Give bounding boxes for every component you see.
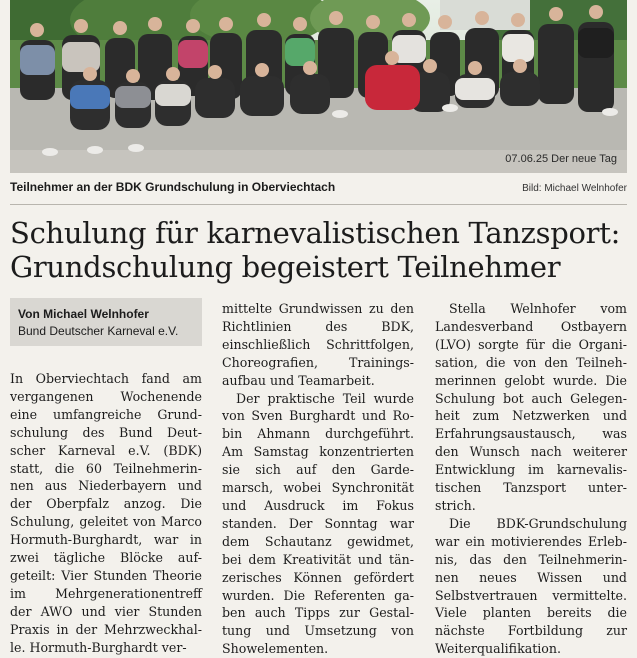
paragraph-2-continued: mittelte Grundwissen zu den Richtlinien des BDK, einschließlich Schrittfolgen, Choreografien, Trainings-aufbau und Teamarbeit. — [222, 301, 414, 388]
article-column-3 — [435, 300, 627, 658]
divider-rule — [10, 204, 627, 205]
article-column-2 — [222, 300, 414, 658]
author-name: Von Michael Welnhofer — [18, 307, 149, 321]
photo-caption: Teilnehmer an der BDK Grundschulung in Oberviechtach — [10, 180, 336, 194]
paragraph-1: In Oberviechtach fand am vergangenen Wochenende eine umfangreiche Grund-schulung des Bund Deut-scher Karneval e.V. (BDK) statt, die 60 Teilnehmerin-nen aus Niederbayern und der Oberpfalz anzog. Die Schulung, geleitet von Marco Hormuth-Burghardt, war in zwei tägliche Blöcke auf-geteilt: Vier Stunden Theorie im Mehrgenerationentreff der AWO und vier Stunden Praxis in der Mehrzweckhal-le. Hormuth-Burghardt ver- — [10, 371, 202, 655]
group-photo-illustration — [10, 0, 627, 173]
headline-line-1: Schulung für karnevalistischen Tanzsport: — [10, 216, 621, 250]
article-column-1 — [10, 370, 202, 657]
group-photo — [10, 0, 627, 173]
paragraph-4: Stella Welnhofer vom Landesverband Ostbayern (LVO) sorgte für die Organi-sation, die von den Teilneh-merinnen gelobt wurde. Die Schulung bot auch Gelegen-heit zum Netzwerken und Erfahrungsaustausch, was den Wunsch nach weiterer Entwicklung im karnevalis-tischen Tanzsport unter-strich. — [435, 301, 627, 513]
article-headline — [10, 216, 627, 284]
photo-date-stamp: 07.06.25 Der neue Tag — [505, 153, 617, 165]
photo-caption-row — [10, 180, 627, 198]
author-box — [10, 298, 202, 346]
author-organization: Bund Deutscher Karneval e.V. — [18, 324, 179, 338]
paragraph-3: Der praktische Teil wurde von Sven Burghardt und Ro-bin Ahmann durchgeführt. Am Samstag konzentrierten sie sich auf den Garde-marsch, wobei Synchronität und Ausdruck im Fokus standen. Der Sonntag war dem Schautanz gewidmet, bei dem Kreativität und tän-zerisches Können gefördert wurden. Die Referenten ga-ben auch Tipps zur Gestal-tung und Umsetzung von Showelementen. — [222, 390, 414, 657]
photo-credit: Bild: Michael Welnhofer — [522, 183, 627, 194]
headline-line-2: Grundschulung begeistert Teilnehmer — [10, 250, 561, 284]
paragraph-5: Die BDK-Grundschulung war ein motivierendes Erleb-nis, das den Teilnehmerin-nen neues Wissen und Selbstvertrauen vermittelte. Viele planten bereits die nächste Fortbildung zur Weiterqualifikation. — [435, 515, 627, 657]
